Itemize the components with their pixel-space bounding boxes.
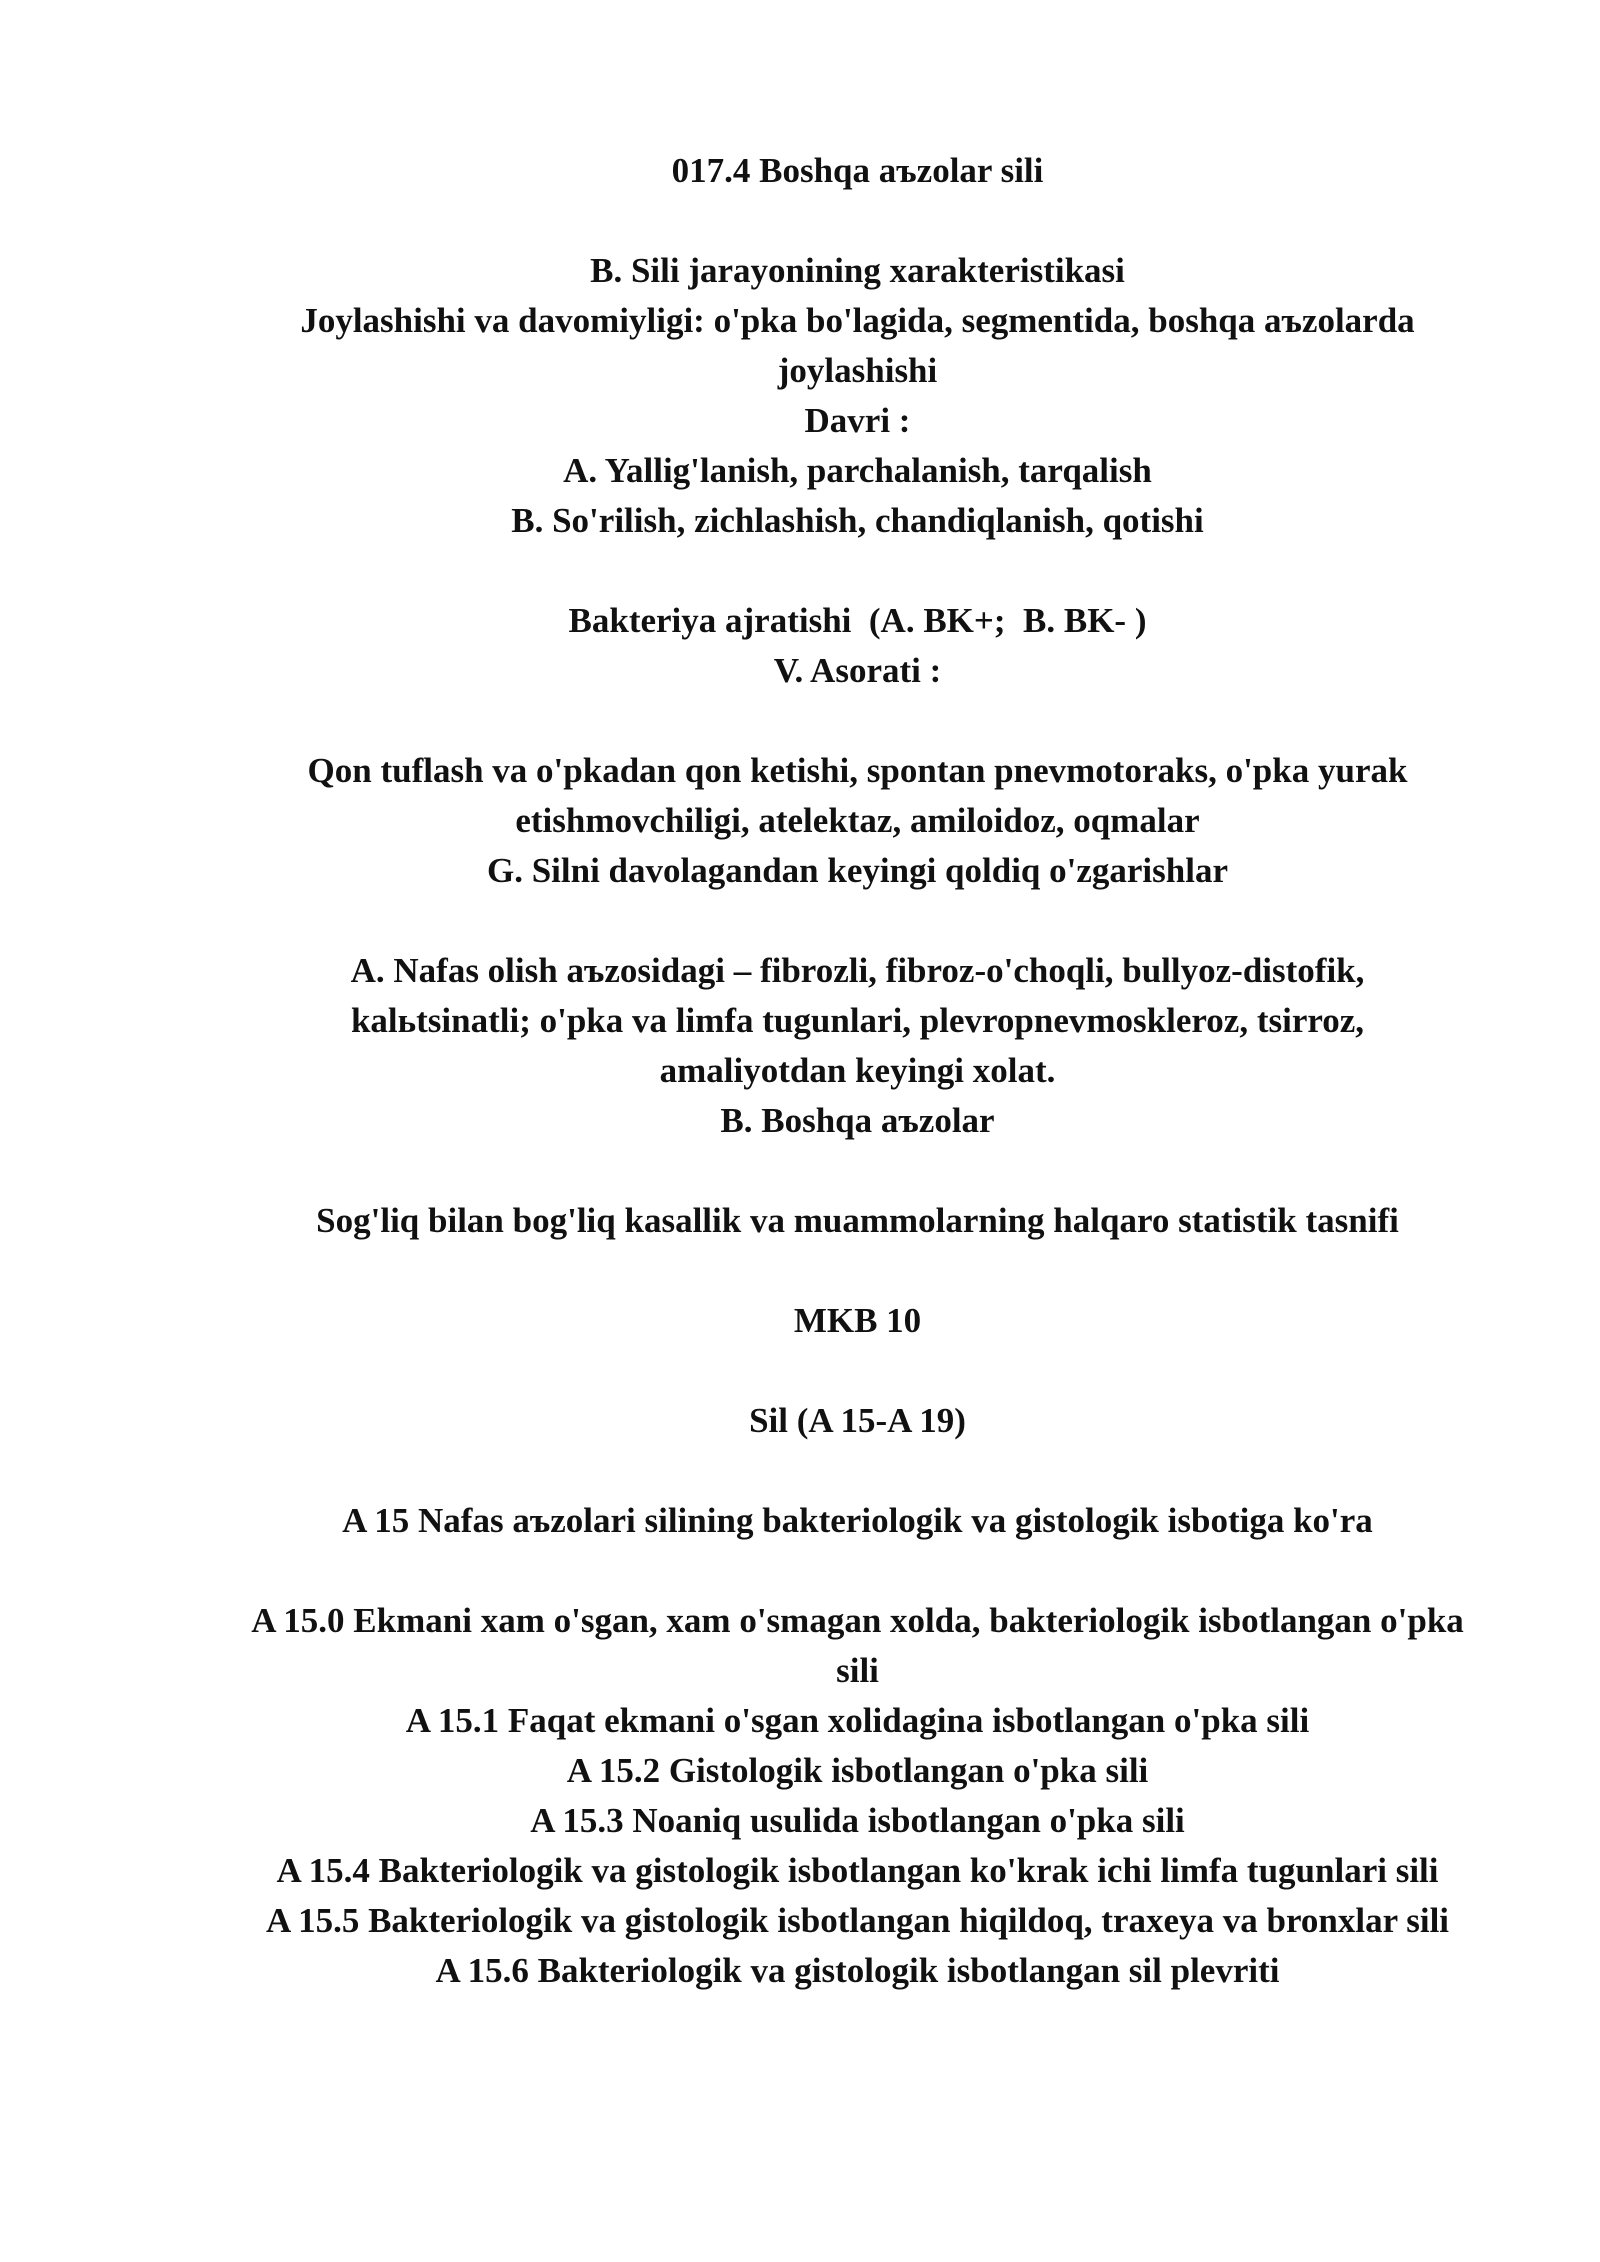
location-text: Joylashishi va davomiyligi: o'pka bo'lagida, segmentida, boshqa aъzolarda joylashishi <box>300 301 1424 390</box>
classification-text: Sog'liq bilan bog'liq kasallik va muammolarning halqaro statistik tasnifi <box>316 1201 1399 1240</box>
period-label: Davri : <box>804 401 911 440</box>
sil-range-text: Sil (A 15-A 19) <box>749 1401 966 1440</box>
period-b: B. So'rilish, zichlashish, chandiqlanish, qotishi <box>511 501 1204 540</box>
code-a15-6: A 15.6 Bakteriologik va gistologik isbotlangan sil plevriti <box>435 1951 1280 1990</box>
bacteria-text: Bakteriya ajratishi (A. BK+; B. BK- ) <box>568 601 1147 640</box>
residual-a-text: A. Nafas olish aъzosidagi – fibrozli, fibroz-o'choqli, bullyoz-distofik, kalьtsinatli; o'pka va limfa tugunlari, plevropnevmoskleroz, tsirroz, amaliyotdan keyingi xolat. <box>350 951 1374 1090</box>
complications-title: V. Asorati : <box>773 651 942 690</box>
section-b-title: B. Sili jarayonining xarakteristikasi <box>590 251 1125 290</box>
code-a15-2: A 15.2 Gistologik isbotlangan o'pka sili <box>566 1751 1149 1790</box>
code-a15-5: A 15.5 Bakteriologik va gistologik isbotlangan hiqildoq, traxeya va bronxlar sili <box>265 1901 1450 1940</box>
residual-title: G. Silni davolagandan keyingi qoldiq o'zgarishlar <box>486 851 1229 890</box>
document-heading: 017.4 Boshqa aъzolar sili <box>671 151 1044 190</box>
a15-text: A 15 Nafas aъzolari silining bakteriologik va gistologik isbotiga ko'ra <box>342 1501 1373 1540</box>
complications-text: Qon tuflash va o'pkadan qon ketishi, spontan pnevmotoraks, o'pka yurak etishmovchiligi, atelektaz, amiloidoz, oqmalar <box>307 751 1417 840</box>
code-a15-4: A 15.4 Bakteriologik va gistologik isbotlangan ko'krak ichi limfa tugunlari sili <box>276 1851 1439 1890</box>
document-page <box>225 146 1490 1996</box>
code-a15-3: A 15.3 Noaniq usulida isbotlangan o'pka sili <box>530 1801 1185 1840</box>
mkb-text: MKB 10 <box>793 1301 922 1340</box>
residual-b-text: B. Boshqa aъzolar <box>720 1101 995 1140</box>
period-a: A. Yallig'lanish, parchalanish, tarqalish <box>563 451 1152 490</box>
code-a15-1: A 15.1 Faqat ekmani o'sgan xolidagina isbotlangan o'pka sili <box>405 1701 1310 1740</box>
code-a15-0: A 15.0 Ekmani xam o'sgan, xam o'smagan xolda, bakteriologik isbotlangan o'pka sili <box>251 1601 1473 1690</box>
